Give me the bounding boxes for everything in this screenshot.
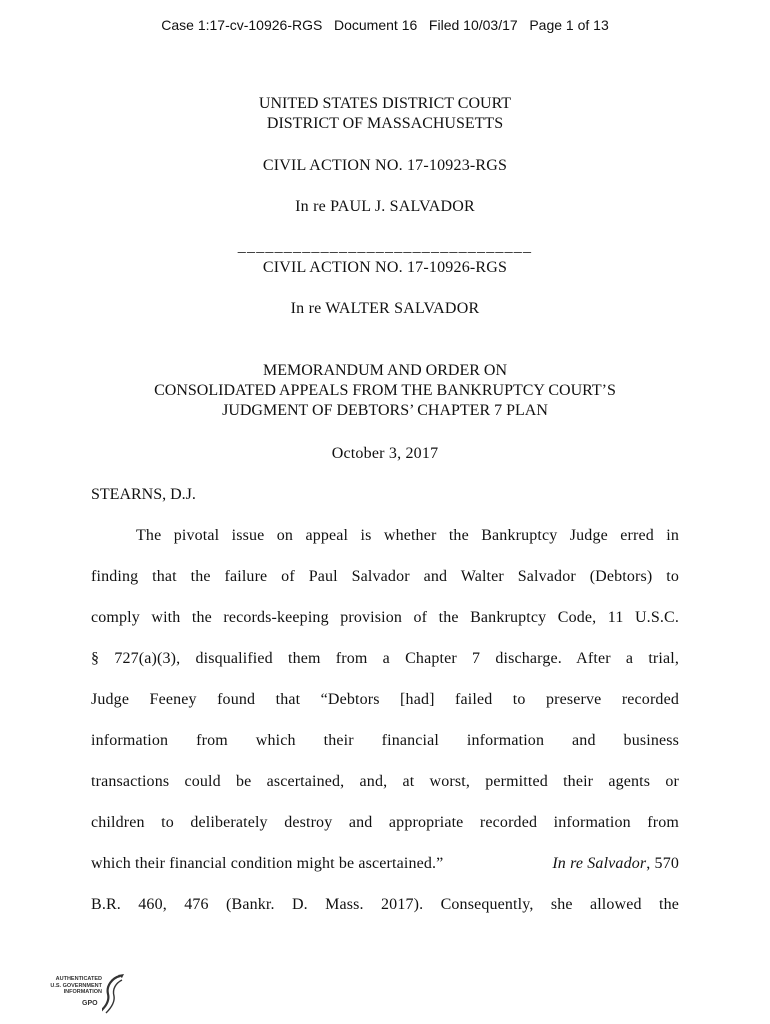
- document-title: [0, 361, 770, 421]
- eagle-icon: [102, 974, 128, 1016]
- body-line-10: B.R. 460, 476 (Bankr. D. Mass. 2017). Consequently, she allowed the: [91, 896, 679, 913]
- caption-separator: ________________________________: [237, 238, 533, 255]
- body-line-5: Judge Feeney found that “Debtors [had] failed to preserve recorded: [91, 691, 679, 708]
- body-line-9-text: which their financial condition might be ascertained.”: [91, 855, 444, 872]
- civil-action-1: CIVIL ACTION NO. 17-10923-RGS: [262, 157, 508, 174]
- case-citation-volume: , 570: [646, 855, 679, 872]
- court-district: DISTRICT OF MASSACHUSETTS: [266, 115, 504, 132]
- gpo-seal-text: [44, 976, 102, 996]
- body-line-9: [91, 855, 679, 873]
- body-line-1: The pivotal issue on appeal is whether the Bankruptcy Judge erred in: [136, 527, 679, 544]
- civil-action-2: CIVIL ACTION NO. 17-10926-RGS: [262, 259, 508, 276]
- gpo-seal-line-1: AUTHENTICATED: [55, 976, 102, 982]
- title-line-1: MEMORANDUM AND ORDER ON: [262, 362, 507, 379]
- judge-name: STEARNS, D.J.: [91, 486, 196, 503]
- body-line-4: § 727(a)(3), disqualified them from a Chapter 7 discharge. After a trial,: [91, 650, 679, 667]
- body-line-8: children to deliberately destroy and appropriate recorded information from: [91, 814, 679, 831]
- court-caption: [0, 94, 770, 134]
- gpo-seal-line-3: INFORMATION: [63, 989, 102, 996]
- court-name: UNITED STATES DISTRICT COURT: [258, 95, 512, 112]
- case-citation: [552, 855, 679, 873]
- gpo-authentication-seal: [44, 974, 130, 1020]
- party-1: In re PAUL J. SALVADOR: [295, 198, 475, 215]
- body-line-7: transactions could be ascertained, and, at worst, permitted their agents or: [91, 773, 679, 790]
- document-date: October 3, 2017: [331, 445, 439, 462]
- gpo-mark: GPO: [82, 1000, 98, 1007]
- title-line-3: JUDGMENT OF DEBTORS’ CHAPTER 7 PLAN: [222, 402, 548, 419]
- case-citation-name: In re Salvador: [552, 855, 647, 872]
- body-line-3: comply with the records-keeping provision of the Bankruptcy Code, 11 U.S.C.: [91, 609, 679, 626]
- body-line-6: information from which their financial information and business: [91, 732, 679, 749]
- title-line-2: CONSOLIDATED APPEALS FROM THE BANKRUPTCY COURT’S: [154, 382, 616, 399]
- body-line-2: finding that the failure of Paul Salvador and Walter Salvador (Debtors) to: [91, 568, 679, 585]
- gpo-seal-line-2: U.S. GOVERNMENT: [50, 982, 102, 989]
- party-2: In re WALTER SALVADOR: [290, 300, 480, 317]
- ecf-header: Case 1:17-cv-10926-RGS Document 16 Filed 10/03/17 Page 1 of 13: [161, 17, 609, 33]
